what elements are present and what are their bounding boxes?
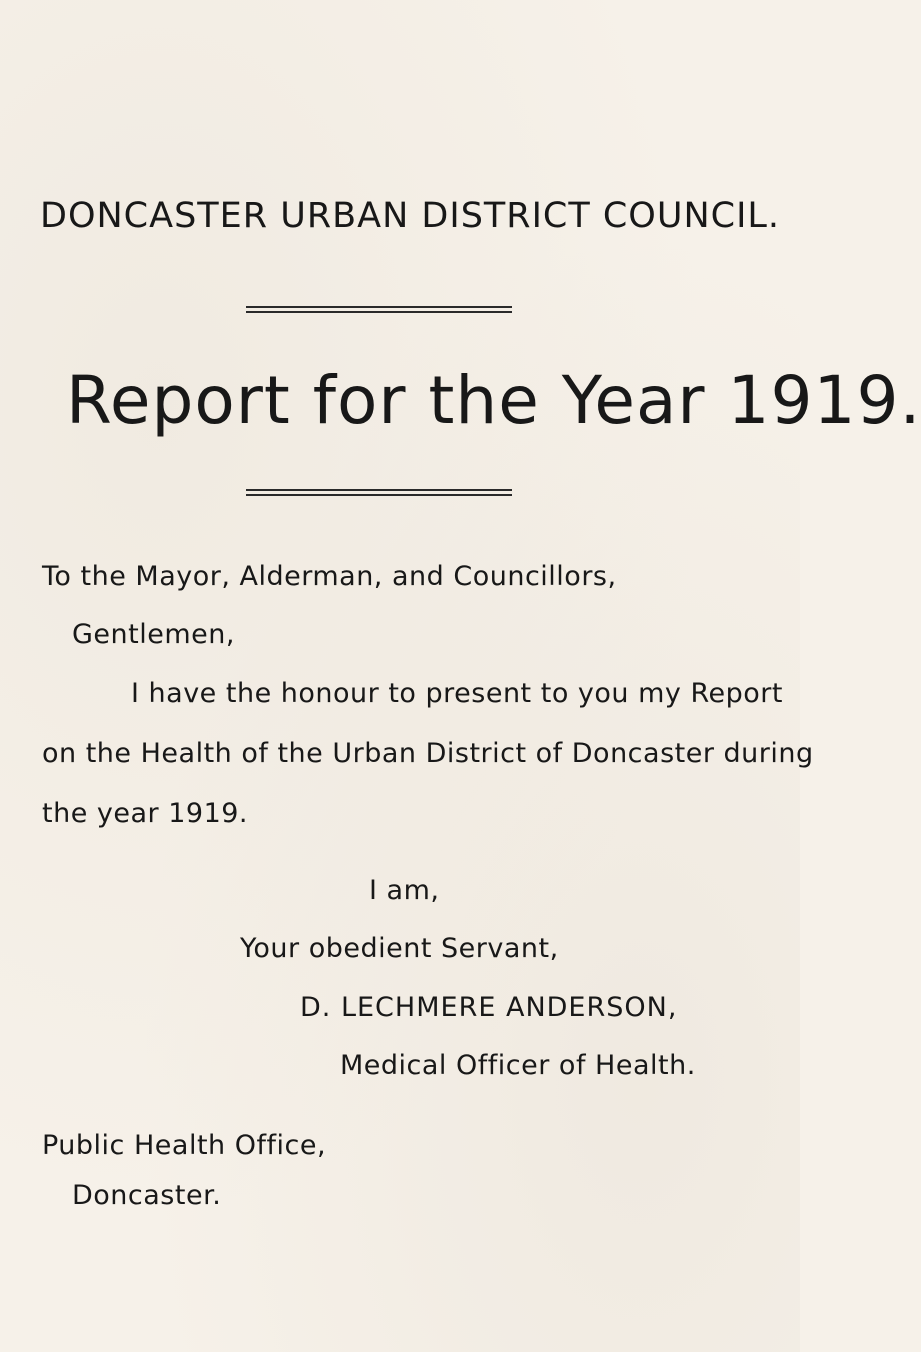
office-address: Public Health Office, xyxy=(42,1130,327,1161)
top-double-rule xyxy=(246,306,512,313)
signatory-name: D. LECHMERE ANDERSON, xyxy=(300,992,678,1023)
closing-i-am: I am, xyxy=(369,875,440,906)
town-address: Doncaster. xyxy=(72,1180,222,1211)
greeting: Gentlemen, xyxy=(72,619,235,650)
body-line-2: on the Health of the Urban District of Doncaster during xyxy=(42,738,814,769)
closing-servant: Your obedient Servant, xyxy=(240,933,559,964)
body-line-1: I have the honour to present to you my Report xyxy=(131,678,783,709)
report-title: Report for the Year 1919. xyxy=(66,362,921,439)
body-line-3: the year 1919. xyxy=(42,798,249,829)
bottom-double-rule xyxy=(246,489,512,496)
salutation: To the Mayor, Alderman, and Councillors, xyxy=(42,561,617,592)
council-heading: DONCASTER URBAN DISTRICT COUNCIL. xyxy=(40,196,781,236)
signatory-title: Medical Officer of Health. xyxy=(340,1050,696,1081)
